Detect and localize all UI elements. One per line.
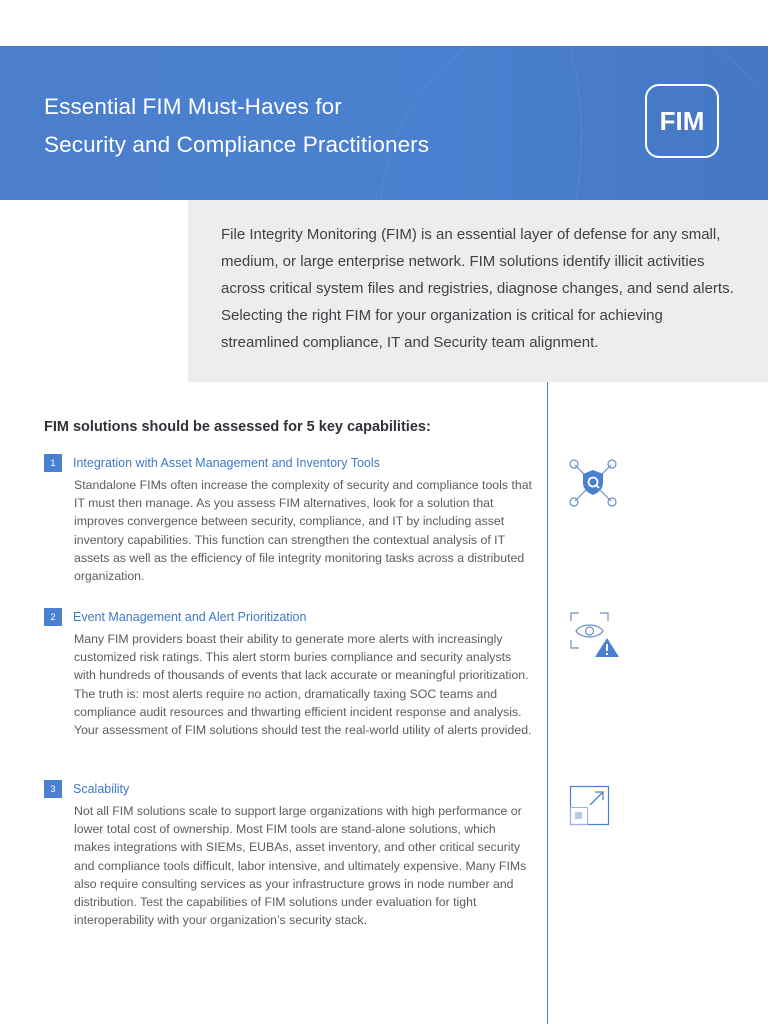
capability-body-2: Many FIM providers boast their ability to generate more alerts with increasingly customized risk ratings. This alert storm buries compliance and security analysts with hundreds of thousands of events that lack accurate or meaningful prioritization. The truth is: most alerts require no action, dramatically taxing SOC teams and compliance audit resources and thwarting efficient incident response and analysis. Your assessment of FIM solutions should test the real-world utility of alerts provided. xyxy=(74,632,532,738)
title-line-1: Essential FIM Must-Haves for xyxy=(44,94,342,119)
capability-number-1: 1 xyxy=(44,454,62,472)
eye-warning-icon xyxy=(568,610,622,660)
capability-number-3: 3 xyxy=(44,780,62,798)
title-line-2: Security and Compliance Practitioners xyxy=(44,132,430,157)
intro-panel xyxy=(188,200,768,382)
capability-number-2: 2 xyxy=(44,608,62,626)
scale-arrow-icon xyxy=(568,784,612,828)
page-title xyxy=(44,88,429,164)
capability-title-1: Integration with Asset Management and Inventory Tools xyxy=(73,456,380,470)
fim-logo-badge: FIM xyxy=(645,84,719,158)
column-divider xyxy=(547,382,548,1024)
capabilities-heading: FIM solutions should be assessed for 5 key capabilities: xyxy=(44,419,431,435)
capability-title-2: Event Management and Alert Prioritization xyxy=(73,610,307,624)
intro-text: File Integrity Monitoring (FIM) is an essential layer of defense for any small, medium, or large enterprise network. FIM solutions identify illicit activities across critical system files and registries, diagnose changes, and send alerts. Selecting the right FIM for your organization is critical for achieving streamlined compliance, IT and Security team alignment. xyxy=(221,226,734,351)
header-banner xyxy=(0,46,768,200)
capability-title-3: Scalability xyxy=(73,782,130,796)
capability-body-3: Not all FIM solutions scale to support large organizations with high performance or lower total cost of ownership. Most FIM tools are stand-alone solutions, which makes integrations with SIEMs, EUBAs, asset inventory, and other critical security and compliance tools difficult, labor intensive, and ultimately expensive. Many FIMs also require consulting services as your infrastructure grows in node number and distribution. Test the capabilities of FIM solutions under evaluation for tight interoperability with your organization’s security stack. xyxy=(74,804,527,928)
network-shield-icon xyxy=(566,456,620,510)
capability-body-1: Standalone FIMs often increase the complexity of security and compliance tools that IT must then manage. As you assess FIM alternatives, look for a solution that improves convergence between security, compliance, and IT by including asset inventory capabilities. This function can strengthen the contextual analysis of IT assets as well as the efficiency of file integrity monitoring tasks across a distributed organization. xyxy=(74,478,532,584)
